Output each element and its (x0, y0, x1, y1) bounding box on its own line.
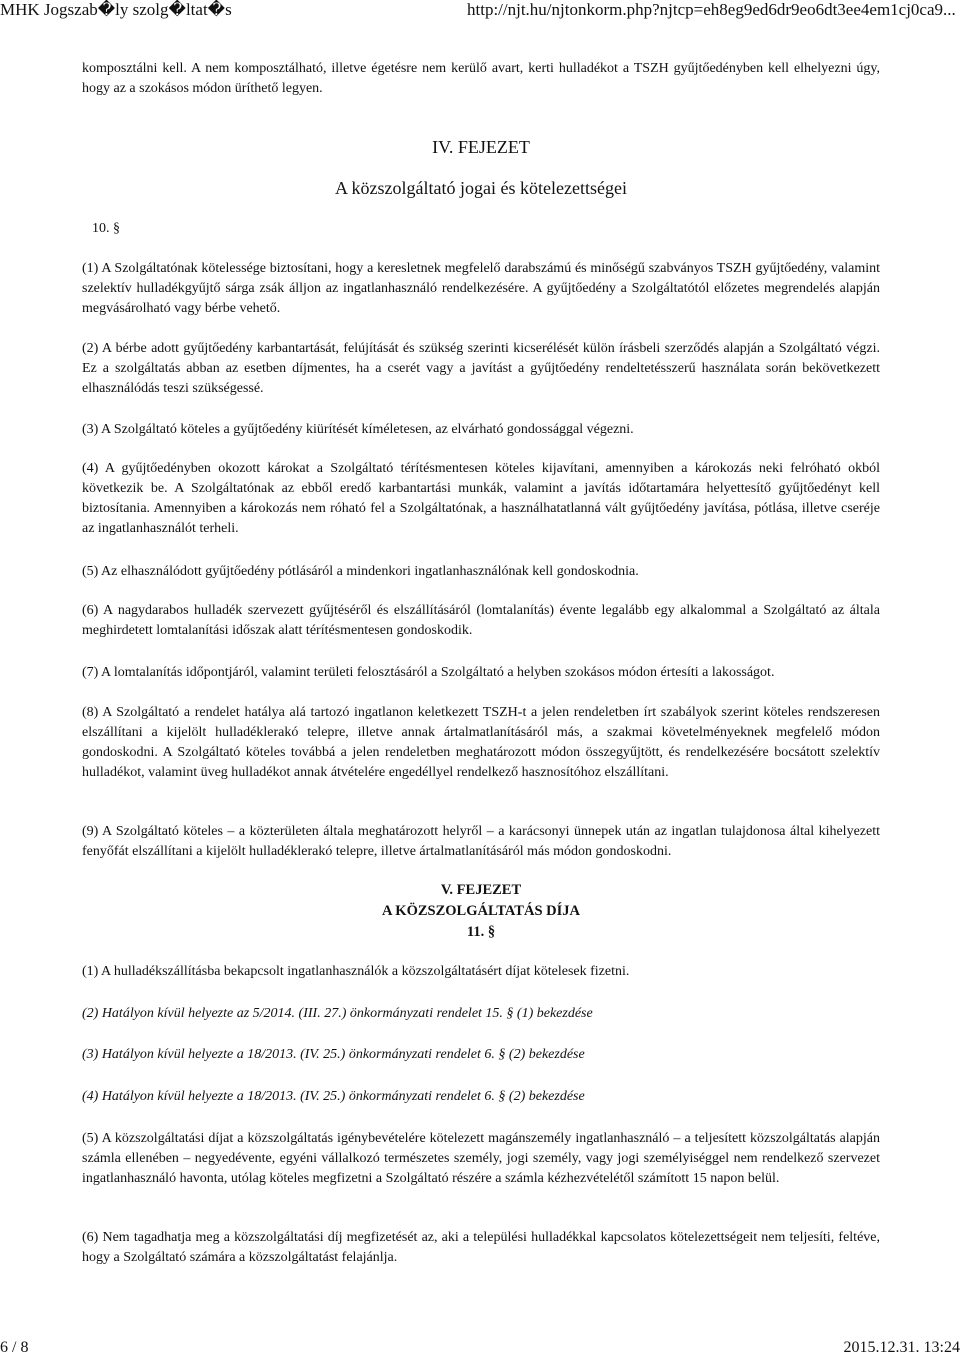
section-10-para-4: (4) A gyűjtőedényben okozott károkat a Szolgáltató térítésmentesen köteles kijavítani, amennyiben a károkozás neki felróható okból következik be. A Szolgáltatónak az ebből eredő karbantartási munkák, valamint a javítás időtartamára helyettesítő gyűjtőedényt kell biztosítania. Amennyiben a károkozás nem róható fel a Szolgáltatónak, a használhatatlanná vált gyűjtőedény javítása, pótlása, illetve cseréje az ingatlanhasználót terheli. (82, 461, 880, 536)
intro-paragraph: komposztálni kell. A nem komposztálható, illetve égetésre nem kerülő avart, kerti hulladékot a TSZH gyűjtőedényben kell elhelyezni úgy, hogy az a szokásos módon üríthető legyen. (82, 61, 880, 96)
header-url[interactable]: http://njt.hu/njtonkorm.php?njtcp=eh8eg9ed6dr9eo6dt3ee4em1cj0ca9... (467, 0, 956, 19)
section-11-para-4: (4) Hatályon kívül helyezte a 18/2013. (IV. 25.) önkormányzati rendelet 6. § (2) bekezdése (82, 1089, 585, 1104)
section-10-para-5: (5) Az elhasználódott gyűjtőedény pótlásáról a mindenkori ingatlanhasználónak kell gondoskodnia. (82, 564, 639, 579)
section-10-para-6: (6) A nagydarabos hulladék szervezett gyűjtéséről és elszállításáról (lomtalanítás) évente legalább egy alkalommal a Szolgáltató az általa meghirdetett lomtalanítási időszak alatt térítésmentesen gondoskodik. (82, 603, 880, 638)
header-site-title: MHK Jogszab�ly szolg�ltat�s (0, 0, 232, 19)
section-11-para-2: (2) Hatályon kívül helyezte az 5/2014. (III. 27.) önkormányzati rendelet 15. § (1) bekezdése (82, 1006, 593, 1021)
section-11-para-6: (6) Nem tagadhatja meg a közszolgáltatási díj megfizetését az, aki a települési hulladékkal kapcsolatos kötelezettségeit nem teljesíti, feltéve, hogy a Szolgáltató számára a közszolgáltatást felajánlja. (82, 1230, 880, 1265)
chapter-5-number: V. FEJEZET (440, 882, 522, 898)
page-number: 6 / 8 (0, 1339, 29, 1356)
print-datetime: 2015.12.31. 13:24 (843, 1339, 960, 1356)
section-10-para-9: (9) A Szolgáltató köteles – a közterületen általa meghatározott helyről – a karácsonyi ünnepek után az ingatlan tulajdonosa által kihelyezett fenyőfát elszállítani a kijelölt hulladéklerakó telepre, illetve ártalmatlanításáról más módon gondoskodni. (82, 824, 880, 859)
chapter-4-number: IV. FEJEZET (432, 137, 530, 157)
section-10-number: 10. § (92, 221, 120, 236)
chapter-5-title: A KÖZSZOLGÁLTATÁS DÍJA (382, 903, 580, 919)
section-10-para-8: (8) A Szolgáltató a rendelet hatálya alá tartozó ingatlanon keletkezett TSZH-t a jelen rendeletben írt szabályok szerint köteles rendszeresen elszállítani a kijelölt hulladéklerakó telepre, illetve annak ártalmatlanításáról más, a szakmai követelményeknek megfelelő módon gondoskodni. A Szolgáltató köteles továbbá a jelen rendeletben meghatározott módon összegyűjtött, és rendelkezésére bocsátott szelektív hulladékot, valamint üveg hulladékot annak átvételére engedéllyel rendelkező hasznosítóhoz elszállítani. (82, 705, 880, 780)
section-11-para-3: (3) Hatályon kívül helyezte a 18/2013. (IV. 25.) önkormányzati rendelet 6. § (2) bekezdése (82, 1047, 585, 1062)
section-11-number: 11. § (466, 924, 496, 940)
section-10-para-2: (2) A bérbe adott gyűjtőedény karbantartását, felújítását és szükség szerinti kicserélését külön írásbeli szerződés alapján a Szolgáltató végzi. Ez a szolgáltatás abban az esetben díjmentes, ha a cserét vagy a javítást a gyűjtőedény rendeltetésszerű használata során bekövetkezett elhasználódás teszi szükségessé. (82, 341, 880, 396)
section-11-para-1: (1) A hulladékszállításba bekapcsolt ingatlanhasználók a közszolgáltatásért díjat kötelesek fizetni. (82, 964, 630, 979)
section-10-para-3: (3) A Szolgáltató köteles a gyűjtőedény kiürítését kíméletesen, az elvárható gondossággal végezni. (82, 422, 634, 437)
section-10-para-1: (1) A Szolgáltatónak kötelessége biztosítani, hogy a keresletnek megfelelő darabszámú és minőségű szabványos TSZH gyűjtőedény, valamint szelektív hulladékgyűjtő sárga zsák álljon az ingatlanhasználó rendelkezésére. A gyűjtőedény a Szolgáltatótól előzetes megrendelés alapján megvásárolható vagy bérbe vehető. (82, 261, 880, 316)
section-11-para-5: (5) A közszolgáltatási díjat a közszolgáltatás igénybevételére kötelezett magánszemély ingatlanhasználó – a teljesített közszolgáltatás alapján számla ellenében – negyedévente, egyéni vállalkozó természetes személy, jogi személy, vagy jogi személyiséggel nem rendelkező szervezet ingatlanhasználó havonta, utólag köteles megfizetni a Szolgáltató részére a számla kézhezvételétől számított 15 napon belül. (82, 1131, 880, 1186)
chapter-4-title: A közszolgáltató jogai és kötelezettségei (335, 178, 627, 198)
section-10-para-7: (7) A lomtalanítás időpontjáról, valamint területi felosztásáról a Szolgáltató a helyben szokásos módon értesíti a lakosságot. (82, 665, 775, 680)
